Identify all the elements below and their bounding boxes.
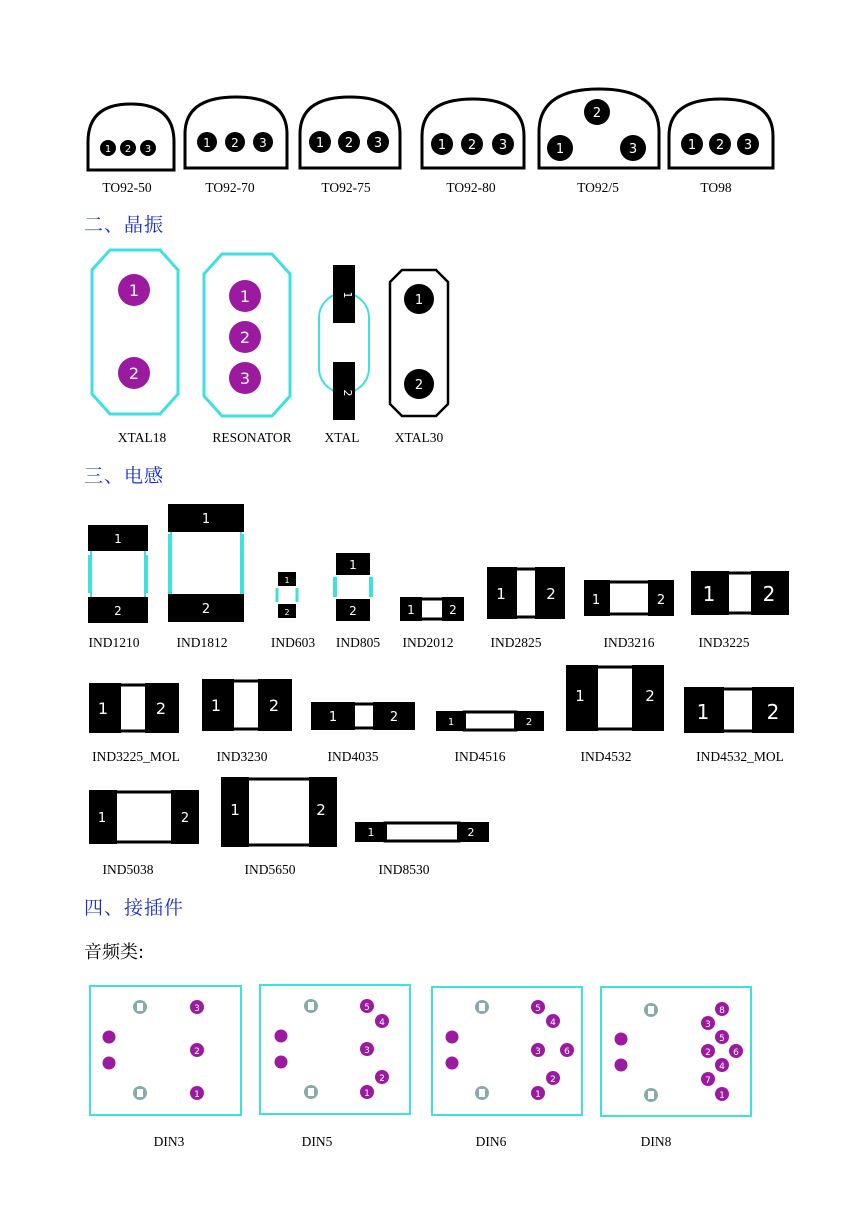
pad [514, 711, 544, 731]
pad [715, 1087, 729, 1101]
pad [168, 504, 244, 532]
svg-text:1: 1 [535, 1090, 541, 1100]
pad [373, 702, 415, 730]
pad [190, 1086, 204, 1100]
footprint-ind4532 [566, 665, 664, 731]
footprint-to92-80 [420, 96, 526, 170]
label-ind4532: IND4532 [580, 749, 632, 764]
svg-text:1: 1 [194, 1090, 200, 1100]
label-din5: DIN5 [301, 1134, 333, 1149]
pad [202, 679, 234, 731]
svg-text:1: 1 [447, 717, 455, 728]
svg-text:2: 2 [201, 602, 211, 617]
mounting-hole [304, 1085, 318, 1099]
footprint-ind805 [334, 553, 372, 621]
pad [118, 274, 150, 306]
label-ind3225-mol: IND3225_MOL [92, 749, 180, 764]
svg-text:3: 3 [628, 142, 638, 157]
footprint-ind2012 [400, 597, 464, 621]
svg-text:2: 2 [316, 801, 326, 819]
pad [333, 265, 355, 323]
svg-text:2: 2 [124, 144, 132, 155]
label-ind805: IND805 [335, 635, 381, 650]
label-to92-75: TO92-75 [321, 180, 371, 195]
svg-text:2: 2 [349, 604, 357, 618]
svg-text:2: 2 [467, 138, 477, 153]
pad [404, 284, 434, 314]
pad [535, 567, 565, 619]
footprint-din3 [89, 985, 242, 1116]
footprint-xtal30 [388, 268, 450, 418]
svg-text:2: 2 [379, 1074, 385, 1084]
svg-text:2: 2 [180, 811, 190, 826]
svg-text:1: 1 [367, 826, 375, 839]
pad [584, 580, 610, 616]
pad [311, 702, 355, 730]
pad [737, 133, 759, 155]
pad [190, 1000, 204, 1014]
label-ind2825: IND2825 [490, 635, 542, 650]
svg-text:1: 1 [414, 293, 424, 308]
pad [547, 135, 573, 161]
pad [338, 131, 360, 153]
svg-text:2: 2 [194, 1047, 200, 1057]
pad [360, 999, 374, 1013]
pad [145, 683, 179, 733]
pad [309, 777, 337, 847]
pad [715, 1030, 729, 1044]
pad [431, 133, 453, 155]
footprint-to98 [667, 96, 775, 170]
pad [278, 572, 296, 586]
pad [336, 599, 370, 621]
footprint-ind4532-mol [684, 687, 794, 733]
pad [446, 1057, 459, 1070]
svg-text:3: 3 [498, 138, 508, 153]
svg-text:1: 1 [114, 532, 122, 546]
pad [278, 604, 296, 618]
pad [615, 1059, 628, 1072]
svg-text:3: 3 [364, 1046, 370, 1056]
svg-text:8: 8 [719, 1006, 725, 1016]
svg-text:3: 3 [239, 369, 251, 388]
svg-text:1: 1 [555, 142, 565, 157]
label-xtal: XTAL [324, 430, 360, 445]
svg-text:1: 1 [575, 687, 585, 705]
label-ind5650: IND5650 [244, 862, 296, 877]
footprint-din8 [600, 986, 752, 1117]
pad [367, 131, 389, 153]
svg-text:2: 2 [645, 687, 655, 705]
svg-text:2: 2 [592, 106, 602, 121]
svg-text:1: 1 [702, 582, 716, 606]
svg-text:2: 2 [414, 378, 424, 393]
label-ind5038: IND5038 [102, 862, 154, 877]
svg-text:1: 1 [230, 801, 240, 819]
svg-text:1: 1 [328, 710, 338, 725]
svg-text:1: 1 [591, 593, 601, 608]
pad [531, 1043, 545, 1057]
footprint-din6 [431, 986, 583, 1116]
footprint-ind4516 [436, 711, 544, 731]
pad [309, 131, 331, 153]
svg-text:2: 2 [550, 1075, 556, 1085]
svg-text:1: 1 [128, 281, 140, 300]
pad [103, 1031, 116, 1044]
pad [225, 132, 245, 152]
footprint-ind3225 [691, 571, 789, 615]
svg-text:1: 1 [349, 558, 357, 572]
label-ind603: IND603 [270, 635, 316, 650]
svg-text:1: 1 [696, 700, 710, 724]
label-xtal30: XTAL30 [394, 430, 444, 445]
svg-text:3: 3 [535, 1047, 541, 1057]
footprint-ind1812 [168, 504, 244, 622]
pad [615, 1033, 628, 1046]
footprint-to92-50 [86, 100, 176, 172]
footprint-xtal18 [90, 248, 180, 416]
svg-text:2: 2 [231, 136, 239, 150]
pad [584, 99, 610, 125]
pad [88, 525, 148, 551]
pad [229, 321, 261, 353]
svg-text:4: 4 [550, 1018, 556, 1028]
pad [729, 1044, 743, 1058]
svg-text:2: 2 [344, 136, 354, 151]
svg-text:2: 2 [341, 389, 354, 397]
footprint-ind2825 [487, 567, 565, 619]
pad [336, 553, 370, 575]
pad [140, 140, 156, 156]
pad [566, 665, 598, 731]
pad [404, 369, 434, 399]
svg-text:2: 2 [284, 608, 290, 617]
svg-text:2: 2 [766, 700, 780, 724]
subheading-audio: 音频类: [84, 942, 145, 963]
label-ind1210: IND1210 [88, 635, 140, 650]
pad [355, 822, 387, 842]
mounting-hole [133, 1086, 147, 1100]
svg-text:2: 2 [128, 364, 140, 383]
pad [701, 1072, 715, 1086]
svg-text:1: 1 [203, 136, 211, 150]
pad [360, 1085, 374, 1099]
pad [751, 571, 789, 615]
pad [171, 790, 199, 844]
mounting-hole [475, 1000, 489, 1014]
section-heading-inductor: 三、电感 [84, 465, 165, 487]
svg-text:2: 2 [762, 582, 776, 606]
pad [715, 1058, 729, 1072]
svg-text:1: 1 [239, 287, 251, 306]
pad [89, 683, 121, 733]
pad [715, 1002, 729, 1016]
pad [752, 687, 794, 733]
pad [709, 133, 731, 155]
svg-text:4: 4 [719, 1062, 725, 1072]
label-to92-50: TO92-50 [102, 180, 152, 195]
svg-text:5: 5 [364, 1003, 370, 1013]
pad [487, 567, 517, 619]
label-ind4532-mol: IND4532_MOL [696, 749, 784, 764]
footprint-to92-70 [183, 94, 289, 170]
pad [492, 133, 514, 155]
svg-text:3: 3 [259, 136, 267, 150]
label-ind3216: IND3216 [603, 635, 655, 650]
pad [701, 1016, 715, 1030]
label-xtal18: XTAL18 [117, 430, 167, 445]
svg-text:2: 2 [705, 1048, 711, 1058]
pad [691, 571, 729, 615]
pad [400, 597, 422, 621]
footprint-xtal [316, 265, 372, 420]
footprint-ind8530 [355, 822, 489, 842]
footprint-ind603 [276, 572, 298, 618]
mounting-hole [304, 999, 318, 1013]
svg-text:2: 2 [715, 138, 725, 153]
svg-text:2: 2 [155, 699, 167, 718]
svg-text:3: 3 [743, 138, 753, 153]
svg-text:2: 2 [239, 328, 251, 347]
pad [681, 133, 703, 155]
svg-text:2: 2 [268, 696, 280, 715]
pad [620, 135, 646, 161]
svg-text:2: 2 [546, 585, 556, 603]
svg-text:3: 3 [144, 144, 152, 155]
footprint-ind5038 [89, 790, 199, 844]
label-to92-80: TO92-80 [446, 180, 496, 195]
pad [684, 687, 724, 733]
svg-text:1: 1 [201, 512, 211, 527]
svg-text:4: 4 [379, 1018, 385, 1028]
footprint-ind3230 [202, 679, 292, 731]
pad [88, 597, 148, 623]
label-din3: DIN3 [153, 1134, 185, 1149]
pad [103, 1057, 116, 1070]
pad [436, 711, 466, 731]
pad [446, 1031, 459, 1044]
pad [258, 679, 292, 731]
footprint-din5 [259, 984, 411, 1115]
pad [120, 140, 136, 156]
pad [457, 822, 489, 842]
svg-text:6: 6 [564, 1047, 570, 1057]
svg-text:3: 3 [194, 1004, 200, 1014]
pad [546, 1014, 560, 1028]
svg-text:5: 5 [535, 1004, 541, 1014]
pad [275, 1056, 288, 1069]
svg-text:1: 1 [341, 291, 354, 299]
svg-text:1: 1 [719, 1091, 725, 1101]
label-ind8530: IND8530 [378, 862, 430, 877]
label-to98: TO98 [700, 180, 732, 195]
pad [531, 1086, 545, 1100]
svg-text:7: 7 [705, 1076, 711, 1086]
svg-text:1: 1 [687, 138, 697, 153]
label-to92-5: TO92/5 [577, 180, 619, 195]
mounting-hole [644, 1088, 658, 1102]
label-to92-70: TO92-70 [205, 180, 255, 195]
label-din8: DIN8 [640, 1134, 672, 1149]
label-ind2012: IND2012 [402, 635, 454, 650]
pad [190, 1043, 204, 1057]
pad [100, 140, 116, 156]
label-ind3230: IND3230 [216, 749, 268, 764]
pad [375, 1014, 389, 1028]
svg-text:2: 2 [525, 717, 533, 728]
pad [701, 1044, 715, 1058]
label-ind4035: IND4035 [327, 749, 379, 764]
pad [118, 357, 150, 389]
pad [253, 132, 273, 152]
footprint-ind3225-mol [89, 683, 179, 733]
pad [360, 1042, 374, 1056]
footprint-ind3216 [584, 580, 674, 616]
pad [442, 597, 464, 621]
footprint-to92-75 [298, 94, 402, 170]
svg-text:2: 2 [114, 604, 122, 618]
label-ind3225: IND3225 [698, 635, 750, 650]
svg-text:2: 2 [656, 593, 666, 608]
svg-text:1: 1 [284, 576, 290, 585]
label-din6: DIN6 [475, 1134, 507, 1149]
svg-text:1: 1 [407, 603, 415, 617]
pad [229, 362, 261, 394]
pad [197, 132, 217, 152]
svg-text:3: 3 [705, 1020, 711, 1030]
svg-text:3: 3 [373, 136, 383, 151]
pad [632, 665, 664, 731]
footprint-resonator [202, 252, 292, 418]
label-ind4516: IND4516 [454, 749, 506, 764]
section-heading-connector: 四、接插件 [84, 897, 185, 919]
pad [560, 1043, 574, 1057]
pad [648, 580, 674, 616]
svg-text:6: 6 [733, 1048, 739, 1058]
svg-text:1: 1 [364, 1089, 370, 1099]
footprint-ind1210 [88, 525, 148, 623]
pad [229, 280, 261, 312]
svg-text:1: 1 [210, 696, 222, 715]
svg-text:1: 1 [104, 144, 112, 155]
svg-text:2: 2 [467, 826, 475, 839]
label-resonator: RESONATOR [212, 430, 292, 445]
footprint-ind4035 [311, 702, 415, 730]
svg-text:1: 1 [496, 585, 506, 603]
pad [89, 790, 117, 844]
svg-text:1: 1 [97, 699, 109, 718]
pad [375, 1070, 389, 1084]
mounting-hole [644, 1003, 658, 1017]
svg-text:2: 2 [449, 603, 457, 617]
pad [168, 594, 244, 622]
pad [461, 133, 483, 155]
label-ind1812: IND1812 [176, 635, 228, 650]
svg-text:2: 2 [389, 710, 399, 725]
section-heading-crystal: 二、晶振 [84, 214, 165, 236]
svg-text:5: 5 [719, 1034, 725, 1044]
mounting-hole [133, 1000, 147, 1014]
footprint-to92-5 [537, 86, 661, 170]
svg-text:1: 1 [97, 811, 107, 826]
pad [275, 1030, 288, 1043]
mounting-hole [475, 1086, 489, 1100]
footprint-ind5650 [221, 777, 337, 847]
svg-text:1: 1 [315, 136, 325, 151]
pad [546, 1071, 560, 1085]
pad [531, 1000, 545, 1014]
pad [221, 777, 249, 847]
pad [333, 362, 355, 420]
svg-text:1: 1 [437, 138, 447, 153]
